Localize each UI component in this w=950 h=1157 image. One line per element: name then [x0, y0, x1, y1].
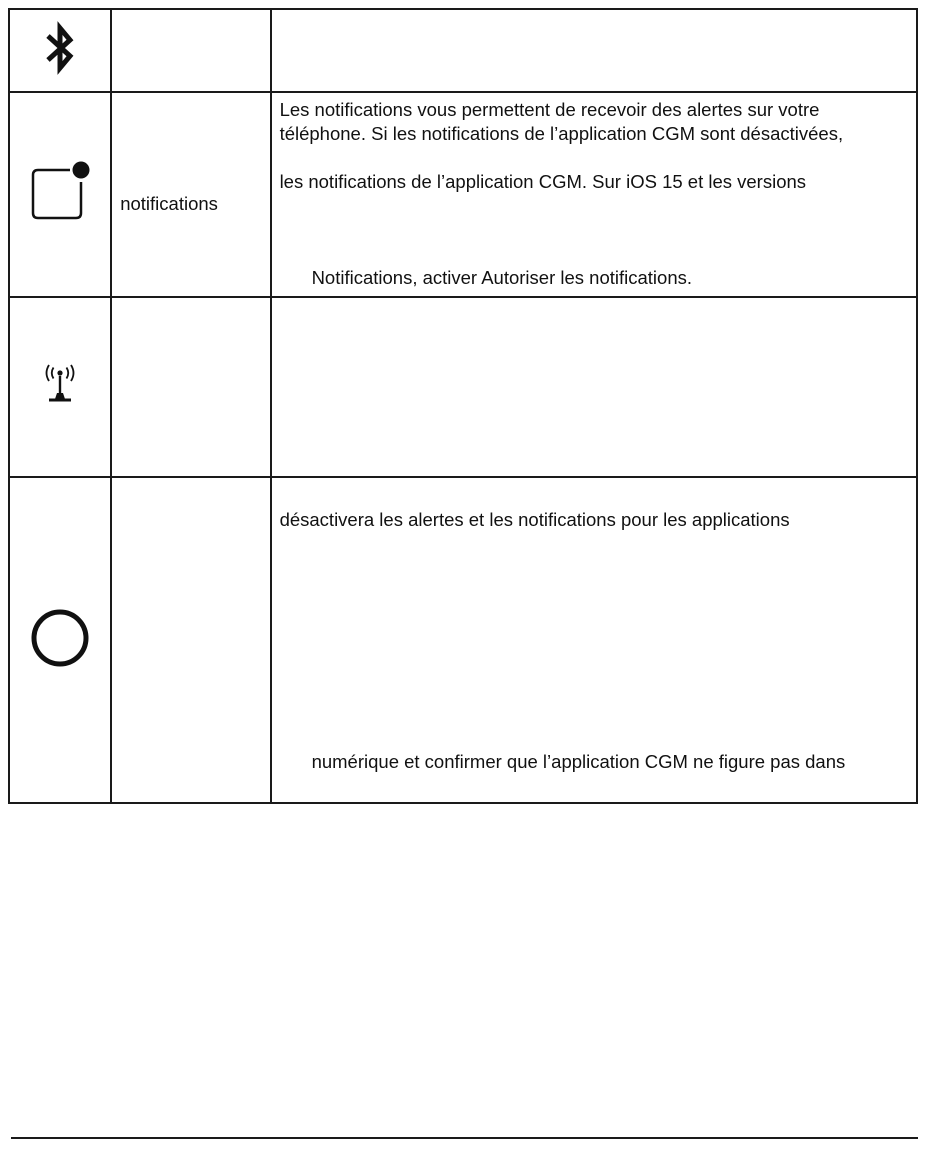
- table-row: [9, 297, 917, 477]
- description-line: les notifications de l’application CGM. Sur iOS 15 et les versions: [279, 171, 807, 192]
- label-cell: [111, 92, 270, 297]
- description-line: désactivera les alertes et les notifications pour les applications: [279, 509, 790, 530]
- label-cell: [111, 9, 270, 92]
- signal-antenna-icon: [38, 363, 82, 412]
- description-line: téléphone. Si les notifications de l’application CGM sont désactivées,: [279, 123, 844, 144]
- notification-badge-icon: [28, 160, 92, 229]
- icon-cell: [9, 477, 111, 803]
- description-line: numérique et confirmer que l’application CGM ne figure pas dans: [311, 751, 846, 772]
- settings-table: [8, 8, 918, 804]
- description-line: Notifications, activer Autoriser les notifications.: [311, 267, 693, 288]
- label-cell: [111, 477, 270, 803]
- description-cell: [271, 92, 917, 297]
- icon-cell: [9, 297, 111, 477]
- table-row: [9, 9, 917, 92]
- label-cell: [111, 297, 270, 477]
- row-label: notifications: [120, 193, 218, 214]
- description-cell: [271, 9, 917, 92]
- circle-icon: [28, 606, 92, 675]
- icon-cell: [9, 9, 111, 92]
- description-cell: [271, 297, 917, 477]
- table-row: [9, 477, 917, 803]
- footer-divider: [11, 1137, 918, 1139]
- description-cell: [271, 477, 917, 803]
- description-line: Les notifications vous permettent de recevoir des alertes sur votre: [279, 99, 820, 120]
- icon-cell: [9, 92, 111, 297]
- table-row: [9, 92, 917, 297]
- bluetooth-icon: [40, 20, 80, 81]
